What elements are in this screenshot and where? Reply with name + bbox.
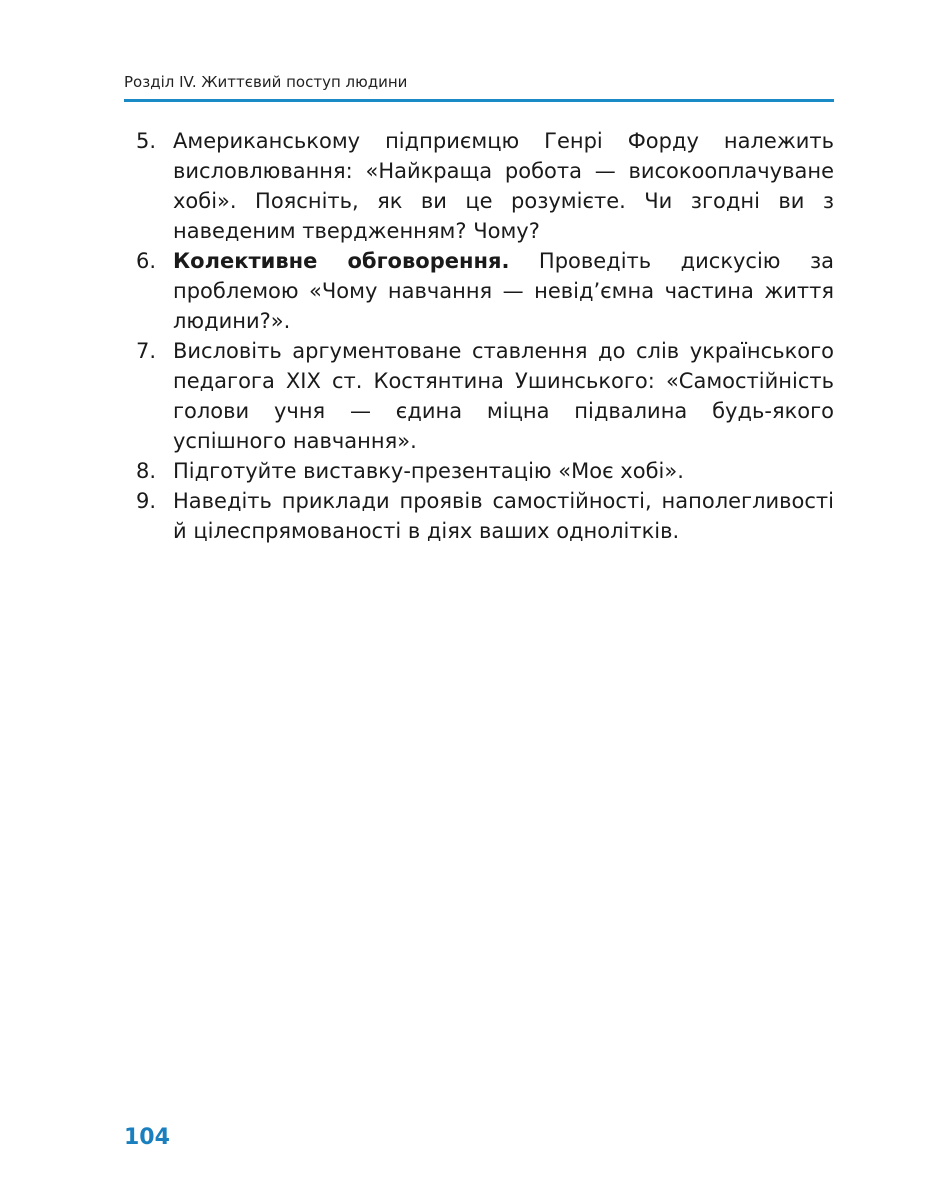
task-number: 5.	[136, 129, 157, 153]
header-divider	[124, 99, 834, 102]
running-header: Розділ IV. Життєвий поступ людини	[124, 73, 408, 91]
task-text: Висловіть аргументоване ставлення до слів українського педагога XIX ст. Костянтина Ушинського: «Самостійність голови учня — єдина міцна підвалина будь-якого успішного навчання».	[173, 339, 834, 453]
task-heading: Колективне обговорення.	[173, 249, 510, 273]
task-number: 9.	[136, 489, 157, 513]
page-number: 104	[124, 1125, 170, 1150]
task-text: Проведіть дискусію за проблемою «Чому навчання — невід’ємна частина життя людини?».	[173, 249, 834, 333]
task-item-9	[124, 486, 834, 546]
task-number: 6.	[136, 249, 157, 273]
task-text: Наведіть приклади проявів самостійності, наполегливості й цілеспрямованості в діях ваших однолітків.	[173, 489, 834, 543]
task-list	[124, 126, 834, 546]
task-text: Американському підприємцю Генрі Форду належить висловлювання: «Найкраща робота — високооплачуване хобі». Поясніть, як ви це розумієте. Чи згодні ви з наведеним твердженням? Чому?	[173, 129, 834, 243]
task-number: 7.	[136, 339, 157, 363]
task-number: 8.	[136, 459, 157, 483]
task-item-6	[124, 246, 834, 336]
task-text: Підготуйте виставку-презентацію «Моє хобі».	[173, 459, 684, 483]
task-item-5	[124, 126, 834, 246]
task-item-7	[124, 336, 834, 456]
task-item-8	[124, 456, 834, 486]
